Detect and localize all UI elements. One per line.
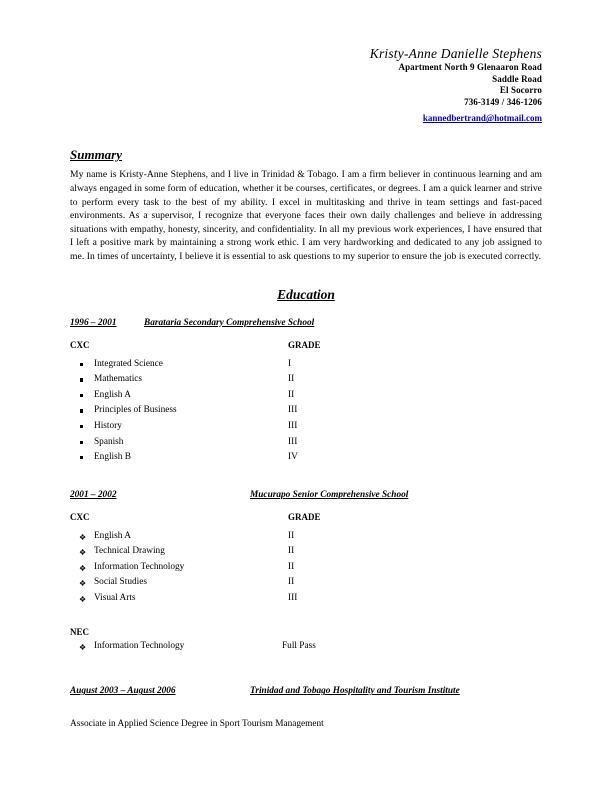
subject-grade: Full Pass	[282, 640, 316, 651]
subject-table-header	[70, 340, 542, 354]
subject-row	[70, 374, 542, 390]
degree-description: Associate in Applied Science Degree in Sport Tourism Management	[70, 719, 324, 730]
column-header-grade: GRADE	[288, 511, 321, 522]
summary-section	[70, 146, 542, 263]
subject-grade: II	[288, 577, 295, 588]
subject-name: Spanish	[94, 436, 124, 447]
subject-row	[70, 577, 542, 593]
subject-grade: I	[288, 358, 292, 369]
subject-name: Mathematics	[94, 374, 143, 385]
education-dates: August 2003 – August 2006	[70, 686, 176, 697]
subject-grade: III	[288, 405, 298, 416]
nec-block	[70, 627, 542, 657]
education-heading: Education	[277, 286, 335, 302]
floret-bullet-icon: ❖	[79, 563, 87, 573]
education-school: Barataria Secondary Comprehensive School	[144, 317, 315, 328]
subject-grade: II	[288, 561, 295, 572]
subject-grade: IV	[288, 452, 298, 463]
subject-name: Social Studies	[94, 577, 147, 588]
subject-grade: II	[288, 389, 295, 400]
education-entry	[70, 318, 542, 330]
subject-table	[70, 512, 542, 609]
summary-paragraph: My name is Kristy-Anne Stephens, and I live in Trinidad & Tobago. I am a firm believer in continuous learning and am always engaged in some form of education, whether it be courses, certificates, or degrees. I am a quick learner and strive to perform every task to the best of my ability. I excel in multitasking and thrive in team settings and fast-paced environments. As a supervisor, I recognize that everyone faces their own daily challenges and believe in addressing situations with empathy, honesty, sincerity, and confidentiality. In all my previous work experiences, I have ensured that I left a positive mark by maintaining a strong work ethic. I am very hardworking and dedicated to any job assigned to me. In times of uncertainty, I believe it is essential to ask questions to my superior to ensure the job is executed correctly.	[70, 169, 542, 262]
subject-row	[70, 421, 542, 437]
square-bullet-icon	[80, 425, 83, 428]
column-header-subject: CXC	[70, 339, 90, 350]
subject-name: English A	[94, 530, 131, 541]
square-bullet-icon	[80, 441, 83, 444]
column-header-subject: CXC	[70, 511, 90, 522]
subject-row	[70, 531, 542, 547]
floret-bullet-icon: ❖	[79, 642, 87, 652]
column-header-grade: GRADE	[288, 339, 321, 350]
subject-name: Technical Drawing	[94, 546, 165, 557]
candidate-name: Kristy-Anne Danielle Stephens	[369, 46, 542, 61]
subject-row	[70, 546, 542, 562]
subject-row	[70, 452, 542, 468]
subject-table	[70, 340, 542, 468]
floret-bullet-icon: ❖	[79, 532, 87, 542]
education-heading-wrap	[70, 286, 542, 304]
subject-name: Information Technology	[94, 640, 185, 651]
subject-grade: II	[288, 530, 295, 541]
subject-grade: III	[288, 593, 298, 604]
education-section	[70, 286, 542, 732]
subject-name: Principles of Business	[94, 405, 177, 416]
subject-grade: II	[288, 374, 295, 385]
education-dates: 1996 – 2001	[70, 317, 117, 328]
subject-row	[70, 593, 542, 609]
floret-bullet-icon: ❖	[79, 579, 87, 589]
subject-name: Visual Arts	[94, 593, 136, 604]
subject-name: English A	[94, 389, 131, 400]
education-dates: 2001 – 2002	[70, 489, 117, 500]
resume-header	[70, 46, 542, 126]
phone-numbers: 736-3149 / 346-1206	[464, 96, 542, 107]
subject-name: English B	[94, 452, 131, 463]
education-school: Trinidad and Tobago Hospitality and Tourism Institute	[250, 686, 460, 697]
subject-grade: II	[288, 546, 295, 557]
square-bullet-icon	[80, 456, 83, 459]
subject-row	[70, 390, 542, 406]
square-bullet-icon	[80, 378, 83, 381]
address-line-1: Apartment North 9 Glenaaron Road	[398, 62, 542, 72]
floret-bullet-icon: ❖	[79, 595, 87, 605]
education-entry	[70, 490, 542, 502]
square-bullet-icon	[80, 394, 83, 397]
nec-label: NEC	[70, 626, 90, 637]
education-school: Mucurapo Senior Comprehensive School	[250, 489, 409, 500]
subject-name: History	[94, 420, 122, 431]
subject-row	[70, 405, 542, 421]
address-line-3: El Socorro	[499, 85, 542, 96]
education-entry	[70, 686, 542, 698]
square-bullet-icon	[80, 363, 83, 366]
subject-row	[70, 641, 542, 657]
subject-name: Information Technology	[94, 561, 185, 572]
floret-bullet-icon: ❖	[79, 548, 87, 558]
square-bullet-icon	[80, 409, 83, 412]
email-link[interactable]: kannedbertrand@hotmail.com	[422, 113, 542, 124]
subject-name: Integrated Science	[94, 358, 163, 369]
subject-grade: III	[288, 436, 298, 447]
summary-heading: Summary	[70, 147, 123, 163]
address-line-2: Saddle Road	[492, 73, 542, 84]
document-content	[70, 46, 542, 731]
subject-row	[70, 562, 542, 578]
subject-table-header	[70, 512, 542, 526]
subject-grade: III	[288, 420, 298, 431]
subject-row	[70, 437, 542, 453]
subject-row	[70, 359, 542, 375]
